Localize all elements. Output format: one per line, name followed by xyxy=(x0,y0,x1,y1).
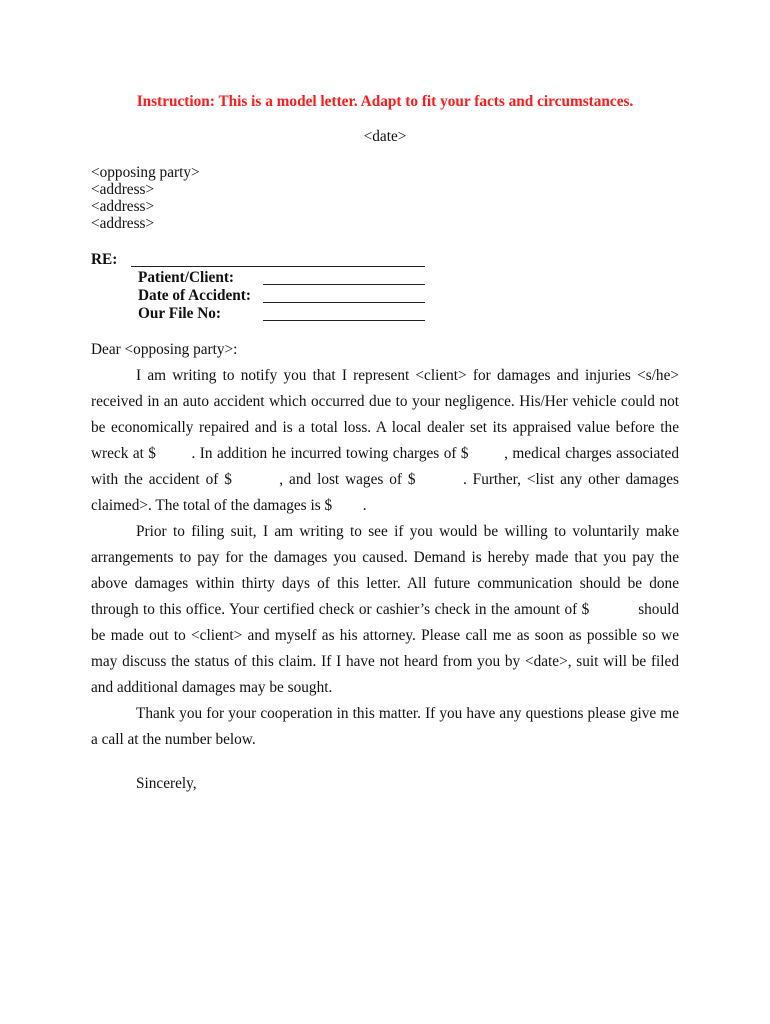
paragraph-line: and additional damages may be sought. xyxy=(91,679,333,696)
paragraph-line: Thank you for your cooperation in this matter. If you have any questions please give me xyxy=(136,705,679,722)
patient-client-line xyxy=(263,284,425,285)
paragraph-line: above damages within thirty days of this letter. All future communication should be done xyxy=(91,575,679,592)
re-subject-line xyxy=(131,266,425,267)
paragraph-line: be made out to <client> and myself as his attorney. Please call me as soon as possible so we xyxy=(91,627,679,644)
paragraph-line: may discuss the status of this claim. If I have not heard from you by <date>, suit will be filed xyxy=(91,653,679,670)
paragraph-line: Prior to filing suit, I am writing to see if you would be willing to voluntarily make xyxy=(136,523,679,540)
closing: Sincerely, xyxy=(136,775,197,792)
salutation: Dear <opposing party>: xyxy=(91,341,238,358)
paragraph-line: I am writing to notify you that I represent <client> for damages and injuries <s/he> xyxy=(136,367,679,384)
recipient-address-1: <address> xyxy=(91,181,155,198)
paragraph-line: wreck at $ . In addition he incurred towing charges of $ , medical charges associated xyxy=(91,445,679,462)
recipient-address-3: <address> xyxy=(91,215,155,232)
re-label: RE: xyxy=(91,251,118,268)
recipient-address-2: <address> xyxy=(91,198,155,215)
paragraph-line: be economically repaired and is a total loss. A local dealer set its appraised value before the xyxy=(91,419,679,436)
paragraph-line: with the accident of $ , and lost wages of $ . Further, <list any other damages xyxy=(91,471,679,488)
recipient-name: <opposing party> xyxy=(91,164,200,181)
file-no-line xyxy=(263,320,425,321)
instruction-note: Instruction: This is a model letter. Adapt to fit your facts and circumstances. xyxy=(136,93,634,110)
letter-date: <date> xyxy=(363,128,407,145)
date-of-accident-line xyxy=(263,302,425,303)
paragraph-line: a call at the number below. xyxy=(91,731,256,748)
file-no-label: Our File No: xyxy=(138,305,221,322)
paragraph-line: arrangements to pay for the damages you caused. Demand is hereby made that you pay the xyxy=(91,549,679,566)
paragraph-line: received in an auto accident which occurred due to your negligence. His/Her vehicle could not xyxy=(91,393,679,410)
date-of-accident-label: Date of Accident: xyxy=(138,287,251,304)
patient-client-label: Patient/Client: xyxy=(138,269,235,286)
paragraph-line: claimed>. The total of the damages is $ . xyxy=(91,497,367,514)
paragraph-line: through to this office. Your certified check or cashier’s check in the amount of $ should xyxy=(91,601,679,618)
